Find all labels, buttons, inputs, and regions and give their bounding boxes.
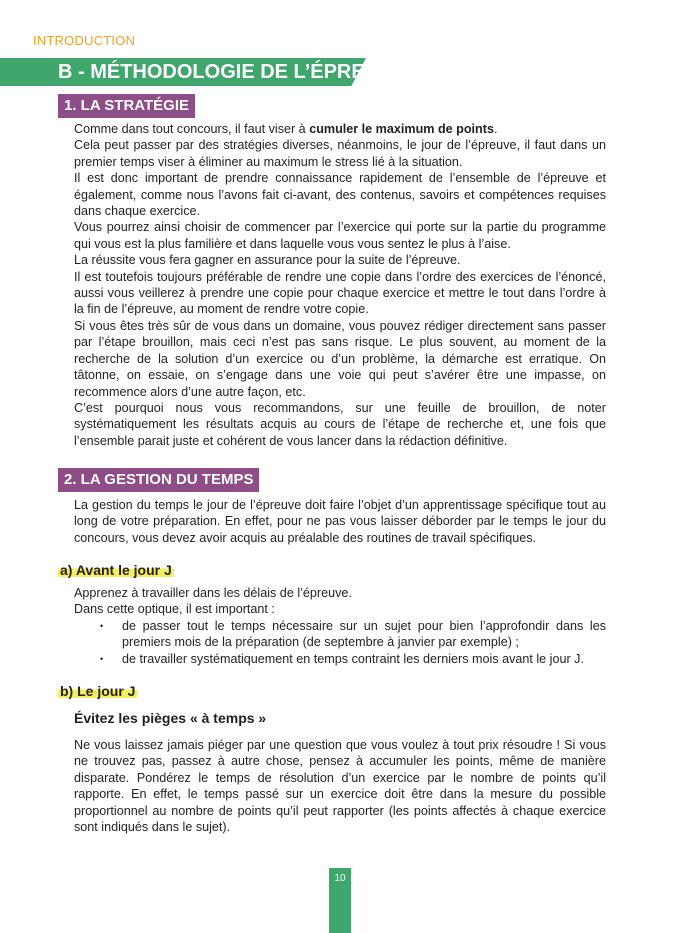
paragraph: Vous pourrez ainsi choisir de commencer par l’exercice qui porte sur la partie du programme qui vous est la plus familière et dans laquelle vous vous sentez le plus à l’aise. xyxy=(74,220,606,251)
paragraph: Il est toutefois toujours préférable de rendre une copie dans l’ordre des exercices de l’énoncé, aussi vous veillerez à prendre une copie pour chaque exercice et mettre le tout dans l’ordre à la fin de l’épreuve, au moment de rendre votre copie. xyxy=(74,269,606,317)
text: . xyxy=(493,122,498,136)
paragraph: Apprenez à travailler dans les délais de l’épreuve. xyxy=(74,586,352,600)
section-strategie-body xyxy=(74,121,606,449)
paragraph xyxy=(74,121,606,137)
paragraph: Ne vous laissez jamais piéger par une question que vous voulez à tout prix résoudre ! Si vous ne trouvez pas, passez à autre chose, pensez à accumuler les points, même de manière disparate. Pondérez le temps de résolution d’un exercice par le nombre de points qu’il rapporte. En effet, le temps passé sur un exercice doit être dans la mesure du possible proportionnel au nombre de points qu’il peut rapporter (les points affectés à chaque exercice sont indiqués dans le sujet). xyxy=(74,738,606,835)
subheading-avant-jour-j xyxy=(58,562,174,578)
subheading-text: b) Le jour J xyxy=(60,683,136,699)
section-heading-gestion-temps: 2. LA GESTION DU TEMPS xyxy=(58,468,259,492)
list-item: • de travailler systématiquement en temps contraint les derniers mois avant le jour J. xyxy=(74,651,606,667)
paragraph: Cela peut passer par des stratégies diverses, néanmoins, le jour de l’épreuve, il faut dans un premier temps viser à éliminer au maximum le stress lié à la situation. xyxy=(74,138,606,169)
section-gestion-intro xyxy=(74,497,606,546)
running-head: INTRODUCTION xyxy=(33,33,136,48)
avant-jour-j-body xyxy=(74,585,606,618)
le-jour-j-body xyxy=(74,737,606,835)
paragraph: C’est pourquoi nous vous recommandons, sur une feuille de brouillon, de noter systématiquement les résultats acquis au cours de l’étape de recherche et, une fois que l’ensemble parait juste et cohérent de vous lancer dans la rédaction définitive. xyxy=(74,400,606,448)
paragraph: La gestion du temps le jour de l’épreuve doit faire l’objet d’un apprentissage spécifique tout au long de votre préparation. En effet, pour ne pas vous laisser déborder par le temps le jour du concours, vous devez avoir acquis au préalable des routines de travail spécifiques. xyxy=(74,498,606,545)
heading-pieges: Évitez les pièges « à temps » xyxy=(74,710,267,726)
page-number: 10 xyxy=(329,868,351,933)
paragraph: Il est donc important de prendre connaissance rapidement de l’ensemble de l’épreuve et également, comme nous l’avons fait ci-avant, des contenus, savoirs et compétences requises dans chaque exercice. xyxy=(74,171,606,219)
paragraph: La réussite vous fera gagner en assurance pour la suite de l’épreuve. xyxy=(74,253,461,268)
subheading-le-jour-j xyxy=(58,683,137,699)
text: Comme dans tout concours, il faut viser à xyxy=(74,122,310,136)
paragraph: Dans cette optique, il est important : xyxy=(74,602,275,617)
bullet-list xyxy=(74,618,606,667)
emphasis: cumuler le maximum de points xyxy=(309,122,494,136)
list-item: • de passer tout le temps nécessaire sur un sujet pour bien l’approfondir dans les premiers mois de la préparation (de septembre à janvier par exemple) ; xyxy=(74,618,606,651)
subheading-text: a) Avant le jour J xyxy=(60,562,172,578)
chapter-title: B - MÉTHODOLOGIE DE L’ÉPREUVE xyxy=(58,61,406,83)
paragraph: Si vous êtes très sûr de vous dans un domaine, vous pouvez rédiger directement sans passer par l’étape brouillon, mais ceci n’est pas sans risque. Le plus souvent, au moment de la recherche de la solution d’un exercice ou d’un problème, la démarche est erratique. On tâtonne, on essaie, on s’engage dans une voie qui peut s’avérer être une impasse, on recommence alors d’une autre façon, etc. xyxy=(74,318,606,399)
section-heading-strategie: 1. LA STRATÉGIE xyxy=(58,94,195,118)
